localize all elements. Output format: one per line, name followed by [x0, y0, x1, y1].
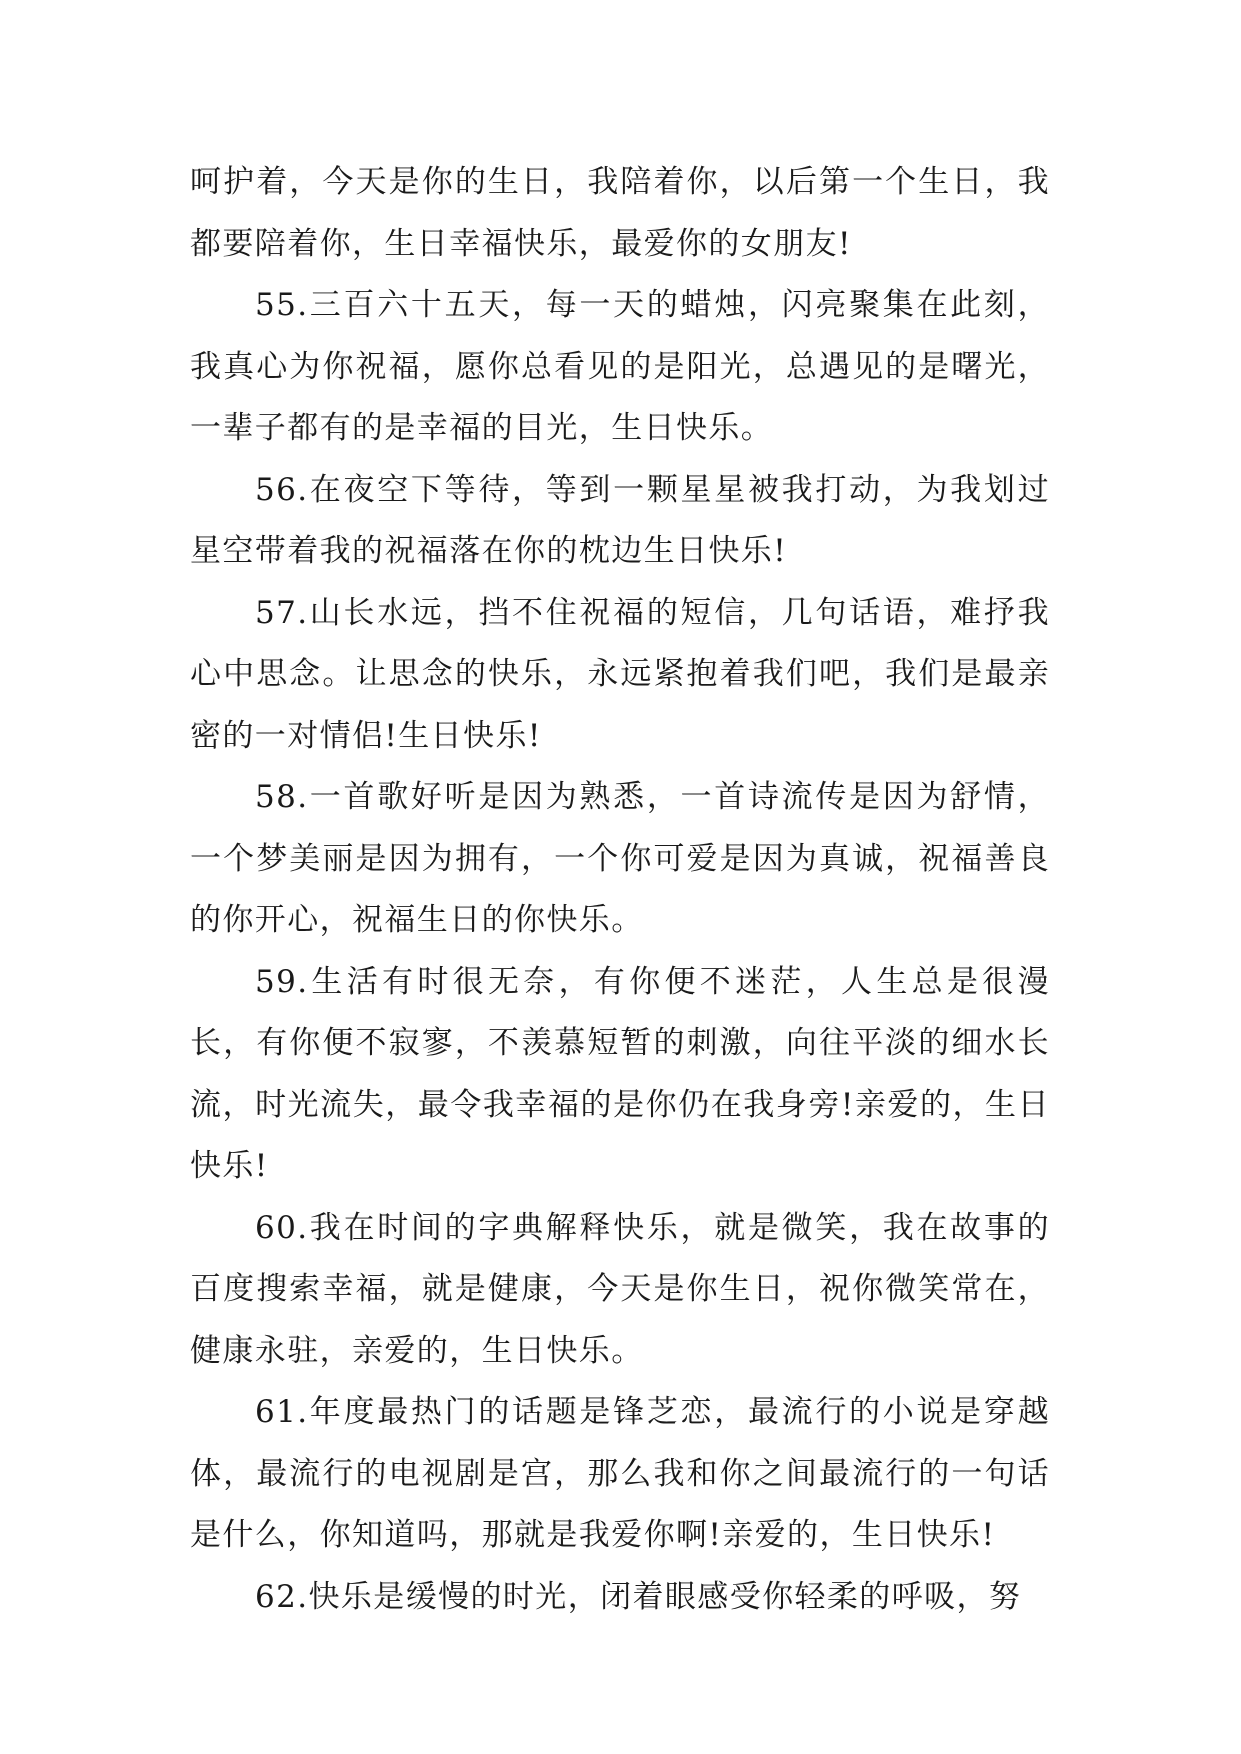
paragraph-57: 57.山长水远，挡不住祝福的短信，几句话语，难抒我心中思念。让思念的快乐，永远紧抱着我们吧，我们是最亲密的一对情侣!生日快乐! — [190, 594, 1050, 754]
paragraph-62: 62.快乐是缓慢的时光，闭着眼感受你轻柔的呼吸，努 — [255, 1578, 1022, 1615]
paragraph-60: 60.我在时间的字典解释快乐，就是微笑，我在故事的百度搜索幸福，就是健康，今天是你生日，祝你微笑常在，健康永驻，亲爱的，生日快乐。 — [190, 1209, 1050, 1369]
paragraph-61: 61.年度最热门的话题是锋芝恋，最流行的小说是穿越体，最流行的电视剧是宫，那么我和你之间最流行的一句话是什么，你知道吗，那就是我爱你啊!亲爱的，生日快乐! — [190, 1394, 1050, 1553]
paragraph-continuation: 呵护着，今天是你的生日，我陪着你，以后第一个生日，我都要陪着你，生日幸福快乐，最爱你的女朋友! — [190, 164, 1050, 262]
paragraph-56: 56.在夜空下等待，等到一颗星星被我打动，为我划过星空带着我的祝福落在你的枕边生日快乐! — [190, 471, 1050, 569]
document-body — [190, 152, 1050, 1628]
paragraph-55: 55.三百六十五天，每一天的蜡烛，闪亮聚集在此刻，我真心为你祝福，愿你总看见的是阳光，总遇见的是曙光，一辈子都有的是幸福的目光，生日快乐。 — [190, 287, 1050, 446]
paragraph-58: 58.一首歌好听是因为熟悉，一首诗流传是因为舒情，一个梦美丽是因为拥有，一个你可爱是因为真诚，祝福善良的你开心，祝福生日的你快乐。 — [190, 779, 1050, 938]
paragraph-59: 59.生活有时很无奈，有你便不迷茫，人生总是很漫长，有你便不寂寥，不羡慕短暂的刺激，向往平淡的细水长流，时光流失，最令我幸福的是你仍在我身旁!亲爱的，生日快乐! — [190, 963, 1050, 1184]
